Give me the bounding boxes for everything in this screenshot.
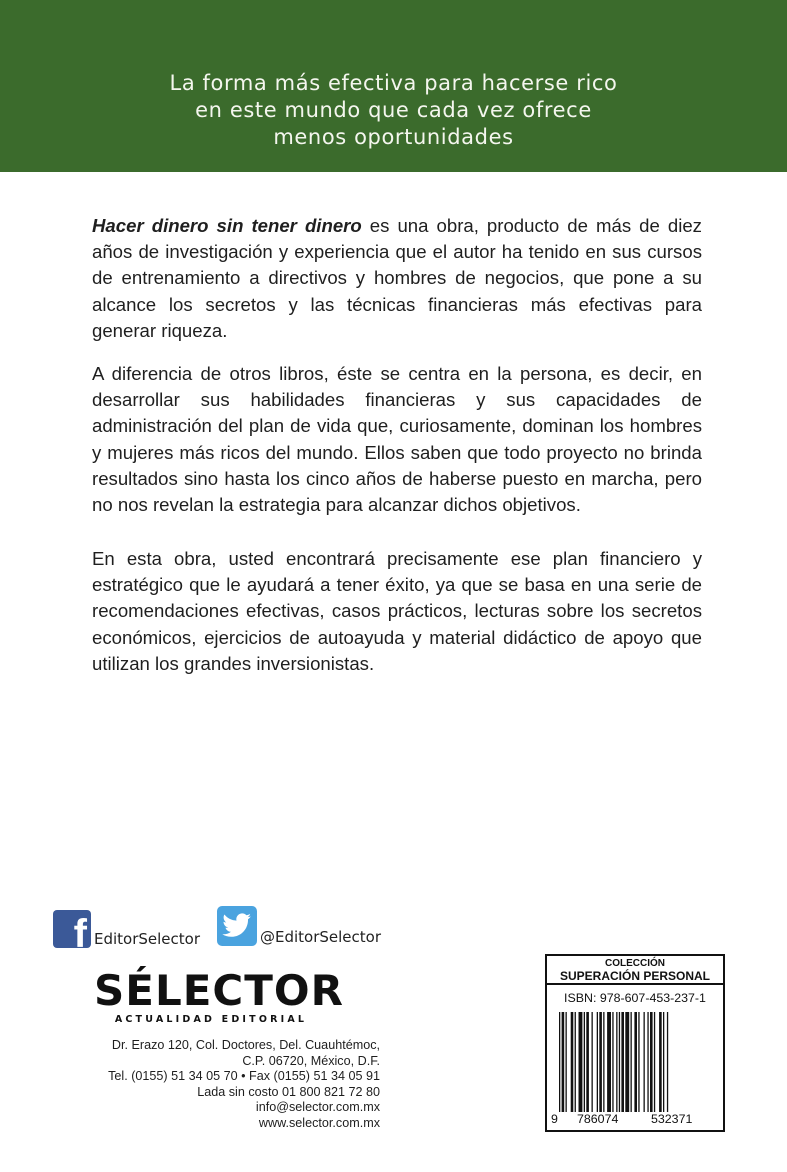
barcode-bar: [647, 1012, 648, 1112]
phone-line: Tel. (0155) 51 34 05 70 • Fax (0155) 51 34 05 91: [108, 1069, 380, 1084]
description-paragraph-3: En esta obra, usted encontrará precisamente ese plan financiero y estratégico que le ayudará a tener éxito, ya que se basa en una serie de recomendaciones efectivas, casos prácticos, lecturas sobre los secretos económicos, ejercicios de autoayuda y material didáctico de apoyo que utilizan los grandes inversionistas.: [92, 548, 702, 674]
tagline-line: menos oportunidades: [273, 125, 514, 149]
barcode-bar: [592, 1012, 593, 1112]
barcode-bar: [650, 1012, 653, 1112]
publisher-logo: [94, 966, 344, 1025]
collection-header: [547, 956, 723, 985]
barcode-bar: [616, 1012, 617, 1112]
barcode-bar: [659, 1012, 662, 1112]
barcode-digit-group: 786074: [577, 1112, 619, 1126]
barcode-bar: [584, 1012, 585, 1112]
website-line: www.selector.com.mx: [258, 1115, 380, 1130]
barcode-bars: [559, 1012, 714, 1112]
barcode-bar: [663, 1012, 664, 1112]
logo-wordmark: SÉLECTOR: [94, 966, 344, 1015]
address-line: C.P. 06720, México, D.F.: [242, 1053, 380, 1068]
email-line: info@selector.com.mx: [255, 1100, 380, 1115]
barcode-bar: [621, 1012, 624, 1112]
barcode-bar: [638, 1012, 639, 1112]
barcode-bar: [612, 1012, 613, 1112]
twitter-bird-icon: [217, 906, 257, 946]
barcode-bar: [597, 1012, 598, 1112]
barcode-bar: [571, 1012, 574, 1112]
twitter-handle: @EditorSelector: [260, 928, 382, 946]
barcode-bar: [654, 1012, 655, 1112]
facebook-handle: EditorSelector: [94, 930, 201, 948]
paragraph-text: es una obra, producto de más de diez años de investigación y experiencia que el autor ha tenido en sus cursos de entrenamiento a directivos y hombres de negocios, que pone a su alcance los secretos y las técnicas financieras más efectivas para generar riqueza.: [92, 215, 702, 341]
barcode-bar: [603, 1012, 604, 1112]
header-banner: [0, 0, 787, 172]
description-paragraph-2: A diferencia de otros libros, éste se centra en la persona, es decir, en desarrollar sus habilidades financieras y sus capacidades de administración del plan de vida que, curiosamente, dominan los hombres y mujeres más ricos del mundo. Ellos saben que todo proyecto no brinda resultados sino hasta los cinco años de haberse puesto en marcha, pero no nos revelan la estrategia para alcanzar dichos objetivos.: [92, 363, 702, 516]
address-line: Dr. Erazo 120, Col. Doctores, Del. Cuauhtémoc,: [111, 1038, 380, 1052]
tagline-line: La forma más efectiva para hacerse rico: [169, 71, 618, 95]
publisher-address: [40, 1038, 380, 1132]
barcode-digit-group: 532371: [651, 1112, 693, 1126]
tagline: [0, 70, 787, 151]
collection-name: SUPERACIÓN PERSONAL: [559, 969, 711, 983]
collection-label: COLECCIÓN: [605, 958, 665, 969]
description-paragraph-1: [92, 213, 702, 344]
twitter-link[interactable]: [217, 906, 381, 946]
barcode-bar: [599, 1012, 602, 1112]
barcode-bar: [619, 1012, 620, 1112]
toll-free-line: Lada sin costo 01 800 821 72 80: [197, 1084, 380, 1099]
isbn-barcode-panel: [545, 954, 725, 1132]
barcode-bar: [644, 1012, 645, 1112]
barcode-bar: [634, 1012, 637, 1112]
barcode-bar: [559, 1012, 560, 1112]
logo-subtitle: ACTUALIDAD EDITORIAL: [114, 1014, 308, 1025]
barcode-bar: [575, 1012, 576, 1112]
barcode-bar: [562, 1012, 565, 1112]
barcode-bar: [566, 1012, 567, 1112]
barcode-bar: [586, 1012, 589, 1112]
barcode-bar: [607, 1012, 611, 1112]
barcode-bar: [625, 1012, 629, 1112]
barcode-bar: [579, 1012, 583, 1112]
tagline-line: en este mundo que cada vez ofrece: [195, 98, 592, 122]
barcode-digit-lead: 9: [551, 1112, 558, 1126]
barcode-bar: [667, 1012, 668, 1112]
barcode-bar: [631, 1012, 632, 1112]
book-title: Hacer dinero sin tener dinero: [92, 215, 362, 236]
isbn-number: ISBN: 978-607-453-237-1: [564, 991, 706, 1005]
facebook-link[interactable]: [53, 908, 200, 948]
facebook-icon: f: [53, 910, 91, 948]
